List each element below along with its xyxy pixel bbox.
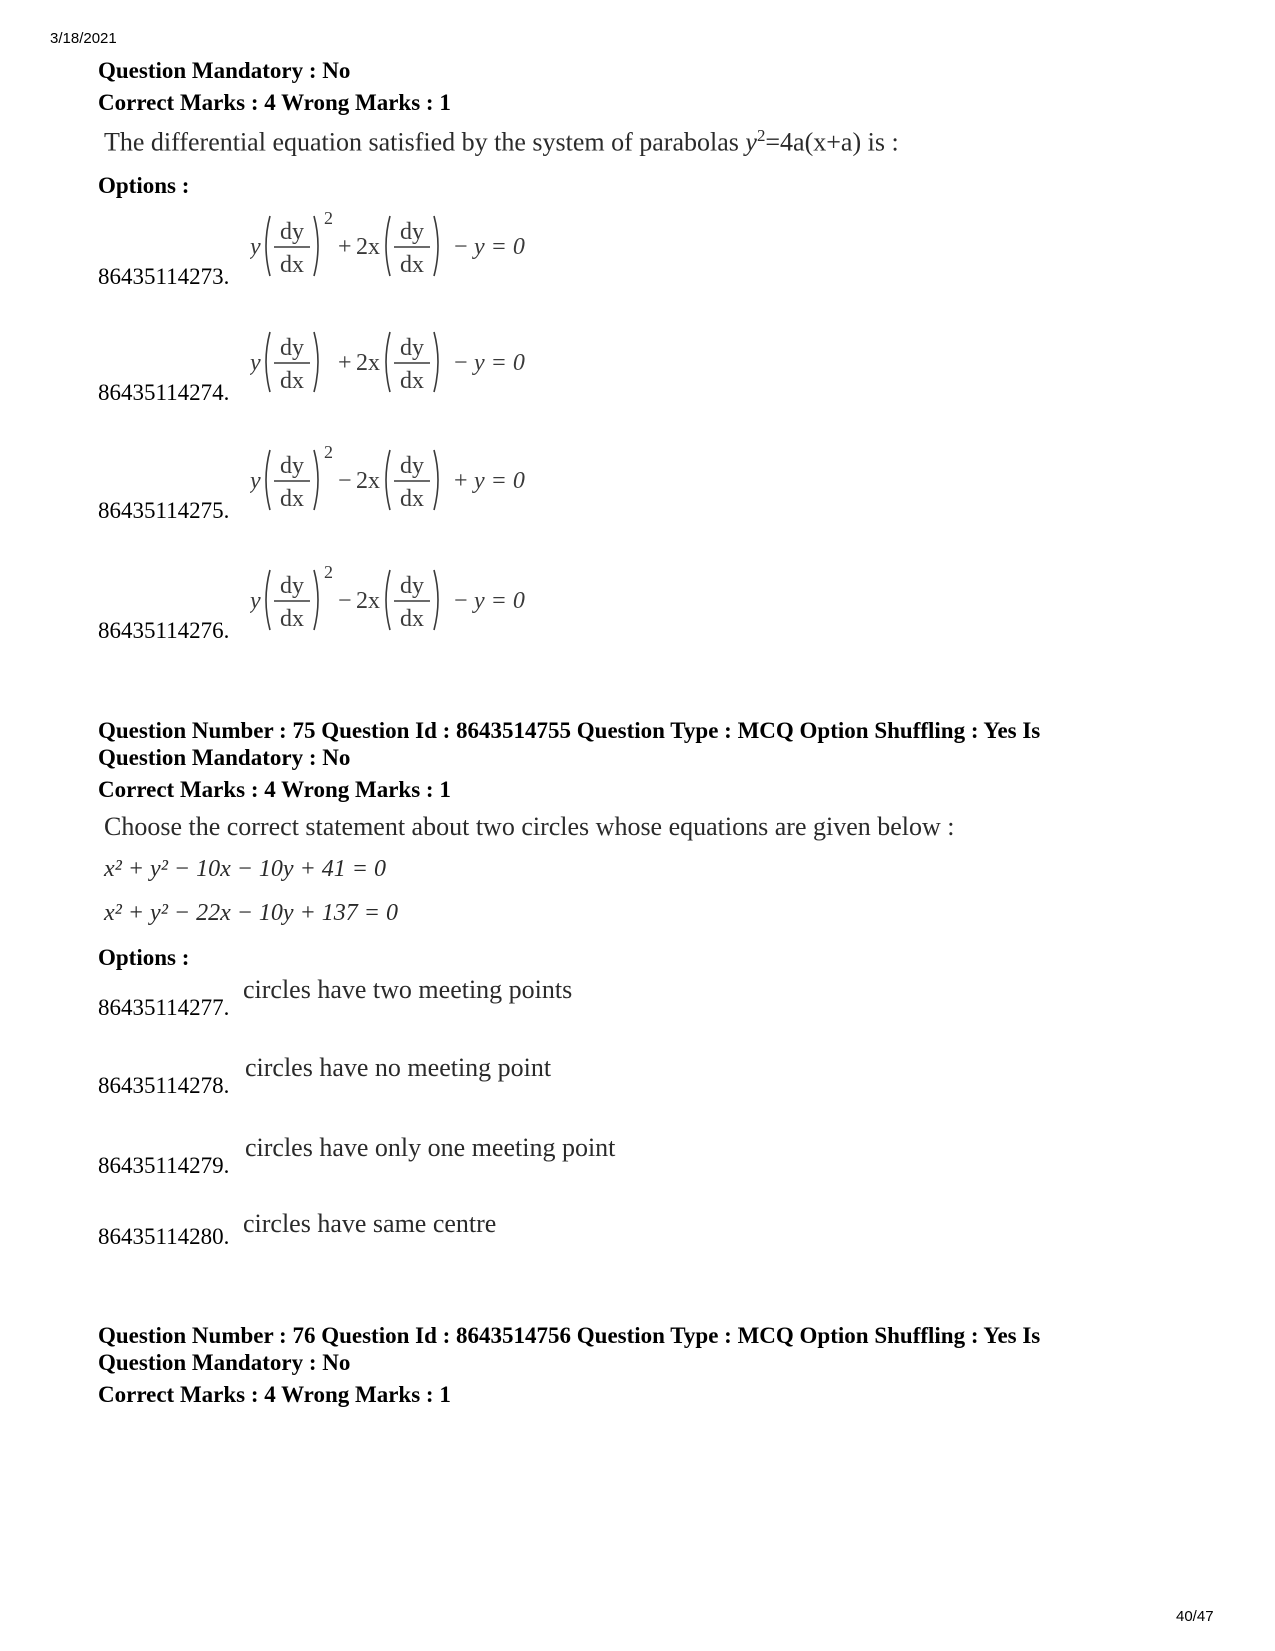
fraction-denominator: dx [280,252,304,278]
operator: − [454,350,468,376]
open-paren [386,570,390,630]
fraction-numerator: dy [280,219,304,245]
q75-eq2-text: x² + y² − 22x − 10y + 137 = 0 [104,900,398,926]
rhs: y = 0 [474,468,525,494]
open-paren [386,216,390,276]
q75-option-text: circles have two meeting points [243,975,573,1004]
fraction-numerator: dy [400,219,424,245]
q74-stem-post: is : [861,127,899,157]
close-paren [314,332,318,392]
q74-option-equation [250,440,550,525]
close-paren [434,216,438,276]
q76-header-line2: Question Mandatory : No [98,1350,351,1375]
var-y: y [250,588,261,614]
close-paren [314,216,318,276]
q74-option-id: 86435114275. [98,498,230,523]
q75-option-id: 86435114278. [98,1073,230,1098]
equation-image [250,206,550,286]
q75-option-text: circles have only one meeting point [245,1133,616,1162]
term-2x: 2x [356,588,380,614]
operator: + [338,234,352,260]
close-paren [434,570,438,630]
fraction-numerator: dy [280,573,304,599]
q75-option-id: 86435114280. [98,1224,230,1249]
print-date: 3/18/2021 [50,30,117,47]
fraction-denominator: dx [280,368,304,394]
q75-option-text: circles have same centre [243,1209,497,1238]
equation-image [250,440,550,520]
q75-options-label: Options : [98,945,190,970]
open-paren [266,450,270,510]
q76-marks: Correct Marks : 4 Wrong Marks : 1 [98,1382,451,1407]
q74-option-id: 86435114276. [98,618,230,643]
fraction-numerator: dy [400,335,424,361]
page-number: 40/47 [1176,1608,1214,1625]
open-paren [266,332,270,392]
fraction-denominator: dx [400,252,424,278]
operator: + [454,468,468,494]
close-paren [314,450,318,510]
q74-option-equation [250,322,550,407]
fraction-denominator: dx [400,606,424,632]
open-paren [266,216,270,276]
fraction-numerator: dy [400,573,424,599]
q74-option-id: 86435114274. [98,380,230,405]
var-y: y [250,468,261,494]
q74-question-text [104,126,899,158]
rhs: y = 0 [474,588,525,614]
q75-option-text: circles have no meeting point [245,1053,552,1082]
q75-header-line2: Question Mandatory : No [98,745,351,770]
open-paren [386,332,390,392]
q74-option-equation [250,560,550,645]
q74-marks: Correct Marks : 4 Wrong Marks : 1 [98,90,451,115]
var-y: y [250,234,261,260]
rhs: y = 0 [474,234,525,260]
q74-stem-var: y [745,127,757,157]
equation-image [250,322,550,402]
fraction-denominator: dx [280,606,304,632]
operator: − [338,588,352,614]
close-paren [314,570,318,630]
equation-image [250,560,550,640]
term-2x: 2x [356,468,380,494]
exponent: 2 [324,562,333,582]
q74-stem-eq: =4a(x+a) [765,127,862,157]
term-2x: 2x [356,234,380,260]
close-paren [434,332,438,392]
term-2x: 2x [356,350,380,376]
fraction-numerator: dy [280,453,304,479]
q75-header-line1: Question Number : 75 Question Id : 8643514755 Question Type : MCQ Option Shuffling : Yes Is [98,718,1041,743]
operator: + [338,350,352,376]
q74-options-label: Options : [98,173,190,198]
q74-mandatory: Question Mandatory : No [98,58,351,83]
fraction-numerator: dy [280,335,304,361]
close-paren [434,450,438,510]
q74-stem-sup: 2 [756,126,766,145]
operator: − [338,468,352,494]
exponent: 2 [324,208,333,228]
rhs: y = 0 [474,350,525,376]
q74-option-id: 86435114273. [98,264,230,289]
fraction-denominator: dx [280,486,304,512]
q74-option-equation [250,206,550,291]
q74-stem-pre: The differential equation satisfied by the system of parabolas [104,127,746,157]
fraction-denominator: dx [400,368,424,394]
operator: − [454,588,468,614]
q75-option-id: 86435114279. [98,1153,230,1178]
q76-header-line1: Question Number : 76 Question Id : 8643514756 Question Type : MCQ Option Shuffling : Yes Is [98,1323,1041,1348]
q75-question-text: Choose the correct statement about two circles whose equations are given below : [104,812,955,841]
fraction-numerator: dy [400,453,424,479]
q75-marks: Correct Marks : 4 Wrong Marks : 1 [98,777,451,802]
open-paren [266,570,270,630]
q75-eq1-text: x² + y² − 10x − 10y + 41 = 0 [104,856,386,882]
q75-option-id: 86435114277. [98,995,230,1020]
var-y: y [250,350,261,376]
q75-equation-1 [104,856,386,883]
fraction-denominator: dx [400,486,424,512]
q75-equation-2 [104,900,398,927]
open-paren [386,450,390,510]
exponent: 2 [324,442,333,462]
operator: − [454,234,468,260]
